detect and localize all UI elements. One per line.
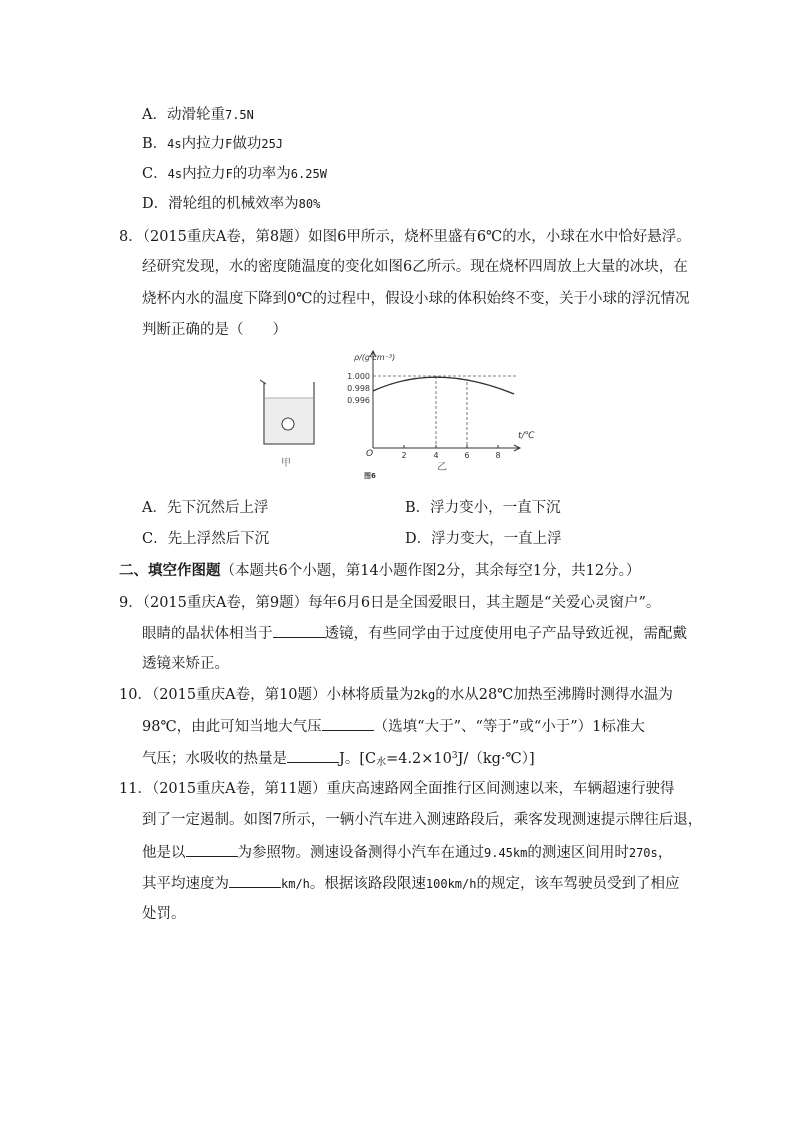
q8-line-4: 判断正确的是（ ） [142, 322, 287, 338]
figure-6 [256, 348, 546, 488]
q8-option-b: B．浮力变小，一直下沉 [405, 500, 561, 516]
q7-option-d: D．滑轮组的机械效率为80% [142, 196, 321, 212]
q11-blank-1[interactable] [186, 842, 238, 857]
q8-line-2: 经研究发现，水的密度随温度的变化如图6乙所示。现在烧杯四周放上大量的冰块，在 [142, 259, 688, 275]
y-tick-3: 0.996 [347, 396, 370, 405]
origin-label: O [366, 449, 374, 459]
q10-blank-2[interactable] [287, 748, 339, 763]
q11-line-5: 处罚。 [142, 906, 186, 922]
y-axis-label: ρ/(g·cm⁻³) [354, 353, 396, 362]
q11-line-1: 11．（2015重庆A卷，第11题）重庆高速路网全面推行区间测速以来，车辆超速行驶得 [119, 781, 675, 797]
density-chart [370, 351, 520, 451]
section-2-heading: 二、填空作图题（本题共6个小题，第14小题作图2分，其余每空1分，共12分。） [119, 562, 641, 579]
q8-line-1: 8．（2015重庆A卷，第8题）如图6甲所示，烧杯里盛有6℃的水，小球在水中恰好悬浮。 [119, 229, 691, 245]
q7-option-c: C．4s内拉力F的功率为6.25W [142, 166, 327, 182]
q9-line-2: 眼睛的晶状体相当于 透镜，有些同学由于过度使用电子产品导致近视，需配戴 [142, 623, 687, 644]
q7-option-a: A．动滑轮重7.5N [142, 107, 254, 123]
x-axis-label: t/℃ [518, 431, 535, 441]
y-tick-1: 1.000 [347, 372, 370, 381]
q9-line-1: 9．（2015重庆A卷，第9题）每年6月6日是全国爱眼日，其主题是“关爱心灵窗户”。 [119, 595, 661, 611]
x-tick-2: 2 [401, 451, 407, 460]
q11-blank-2[interactable] [229, 873, 281, 888]
q8-option-d: D．浮力变大，一直上浮 [405, 531, 562, 547]
x-tick-8: 8 [495, 451, 501, 460]
q7-option-b: B．4s内拉力F做功25J [142, 136, 284, 152]
figure-caption: 图6 [364, 472, 376, 480]
q11-line-2: 到了一定遏制。如图7所示，一辆小汽车进入测速路段后，乘客发现测速提示牌往后退， [142, 812, 703, 828]
q10-blank-1[interactable] [322, 716, 374, 731]
figure-label-jia: 甲 [281, 458, 291, 469]
q10-line-1: 10．（2015重庆A卷，第10题）小林将质量为2kg的水从28℃加热至沸腾时测得水温为 [119, 687, 673, 703]
x-tick-6: 6 [464, 451, 470, 460]
q11-line-3: 他是以 为参照物。测速设备测得小汽车在通过9.45km的测速区间用时270s， [142, 842, 672, 863]
y-tick-2: 0.998 [347, 384, 370, 393]
q9-line-3: 透镜来矫正。 [142, 656, 229, 672]
q9-blank-1[interactable] [273, 623, 325, 638]
q10-line-3: 气压；水吸收的热量是 J。$[C_水=4.2\times 10^3J/(kg\cdot℃)]$ [142, 746, 535, 773]
q8-option-c: C．先上浮然后下沉 [142, 531, 270, 547]
q11-line-4: 其平均速度为 km/h。根据该路段限速100km/h的规定，该车驾驶员受到了相应 [142, 873, 679, 894]
beaker-illustration [260, 380, 314, 444]
figure-label-yi: 乙 [437, 462, 447, 473]
q8-option-a: A．先下沉然后上浮 [142, 500, 269, 516]
x-tick-4: 4 [433, 451, 439, 460]
q8-line-3: 烧杯内水的温度下降到0℃的过程中，假设小球的体积始终不变，关于小球的浮沉情况 [142, 291, 690, 307]
q10-line-2: 98℃，由此可知当地大气压 （选填“大于”、“等于”或“小于”）1标准大 [142, 716, 645, 737]
